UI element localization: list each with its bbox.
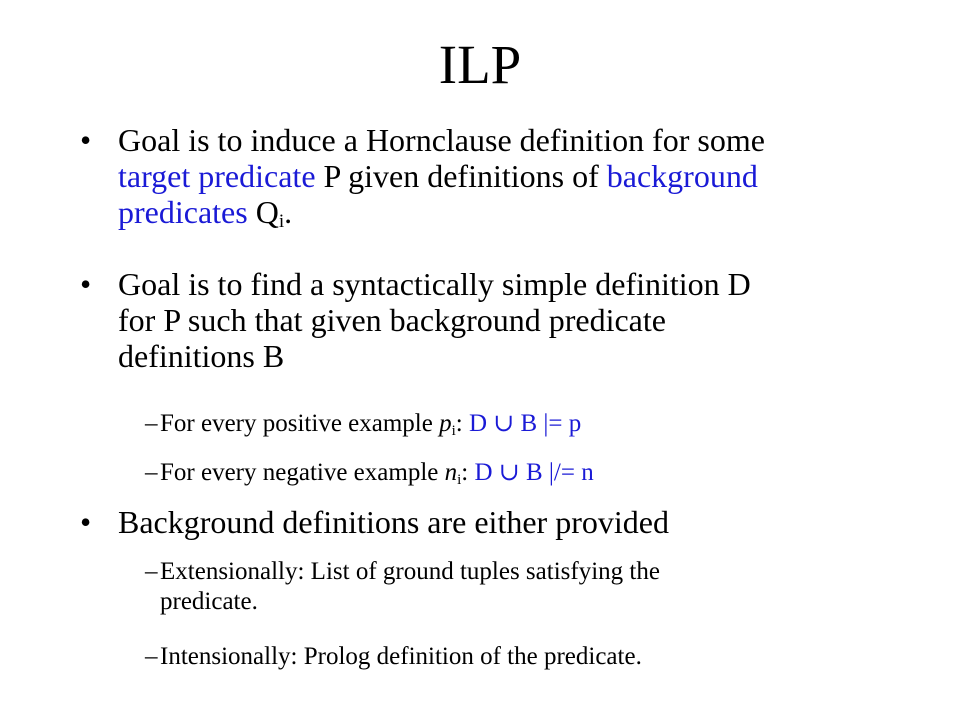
sub-bullet-prefix: For every negative example xyxy=(160,459,445,486)
bullet-2-line-2: for P such that given background predicate xyxy=(118,302,666,338)
term-target-predicate: target predicate xyxy=(118,158,316,194)
subscript-i: i xyxy=(451,423,456,439)
sub-bullet-dash: – xyxy=(145,558,158,585)
variable-p: p xyxy=(439,410,452,437)
period: . xyxy=(284,194,293,230)
bullet-1-text xyxy=(118,122,888,230)
sub-bullet-line-1: Extensionally: List of ground tuples satisfying the xyxy=(160,558,660,585)
bullet-2-line-3: definitions B xyxy=(118,338,285,374)
sub-bullet-intensionally: Intensionally: Prolog definition of the predicate. xyxy=(160,643,642,670)
colon: : xyxy=(455,410,469,437)
sub-bullet-dash: – xyxy=(145,459,158,486)
formula-negative: D ∪ B |/= n xyxy=(474,459,594,486)
symbol-q: Q xyxy=(247,194,279,230)
bullet-1-line-3 xyxy=(118,194,888,230)
variable-n: n xyxy=(444,459,458,486)
bullet-3-text: Background definitions are either provided xyxy=(118,504,669,540)
sub-bullet-negative xyxy=(160,458,840,488)
term-background: background xyxy=(606,158,758,194)
sub-bullet-line-2: predicate. xyxy=(160,588,258,615)
bullet-1-line-2 xyxy=(118,158,888,194)
subscript-i: i xyxy=(457,472,462,488)
term-predicates: predicates xyxy=(118,194,248,230)
subscript-i: i xyxy=(278,211,285,232)
bullet-marker: • xyxy=(80,122,92,158)
sub-bullet-prefix: For every positive example xyxy=(160,410,440,437)
slide-title: ILP xyxy=(438,34,522,95)
bullet-marker: • xyxy=(80,504,92,540)
bullet-marker: • xyxy=(80,266,92,302)
bullet-1-line-1: Goal is to induce a Hornclause definition for some xyxy=(118,122,765,158)
colon: : xyxy=(461,459,475,486)
bullet-1-text-fragment: P given definitions of xyxy=(315,158,607,194)
bullet-2-text xyxy=(118,266,888,374)
sub-bullet-dash: – xyxy=(145,410,158,437)
sub-bullet-dash: – xyxy=(145,643,158,670)
sub-bullet-positive xyxy=(160,409,840,439)
bullet-2-line-1: Goal is to find a syntactically simple definition D xyxy=(118,266,751,302)
sub-bullet-extensionally xyxy=(160,557,840,617)
formula-positive: D ∪ B |= p xyxy=(468,410,582,437)
